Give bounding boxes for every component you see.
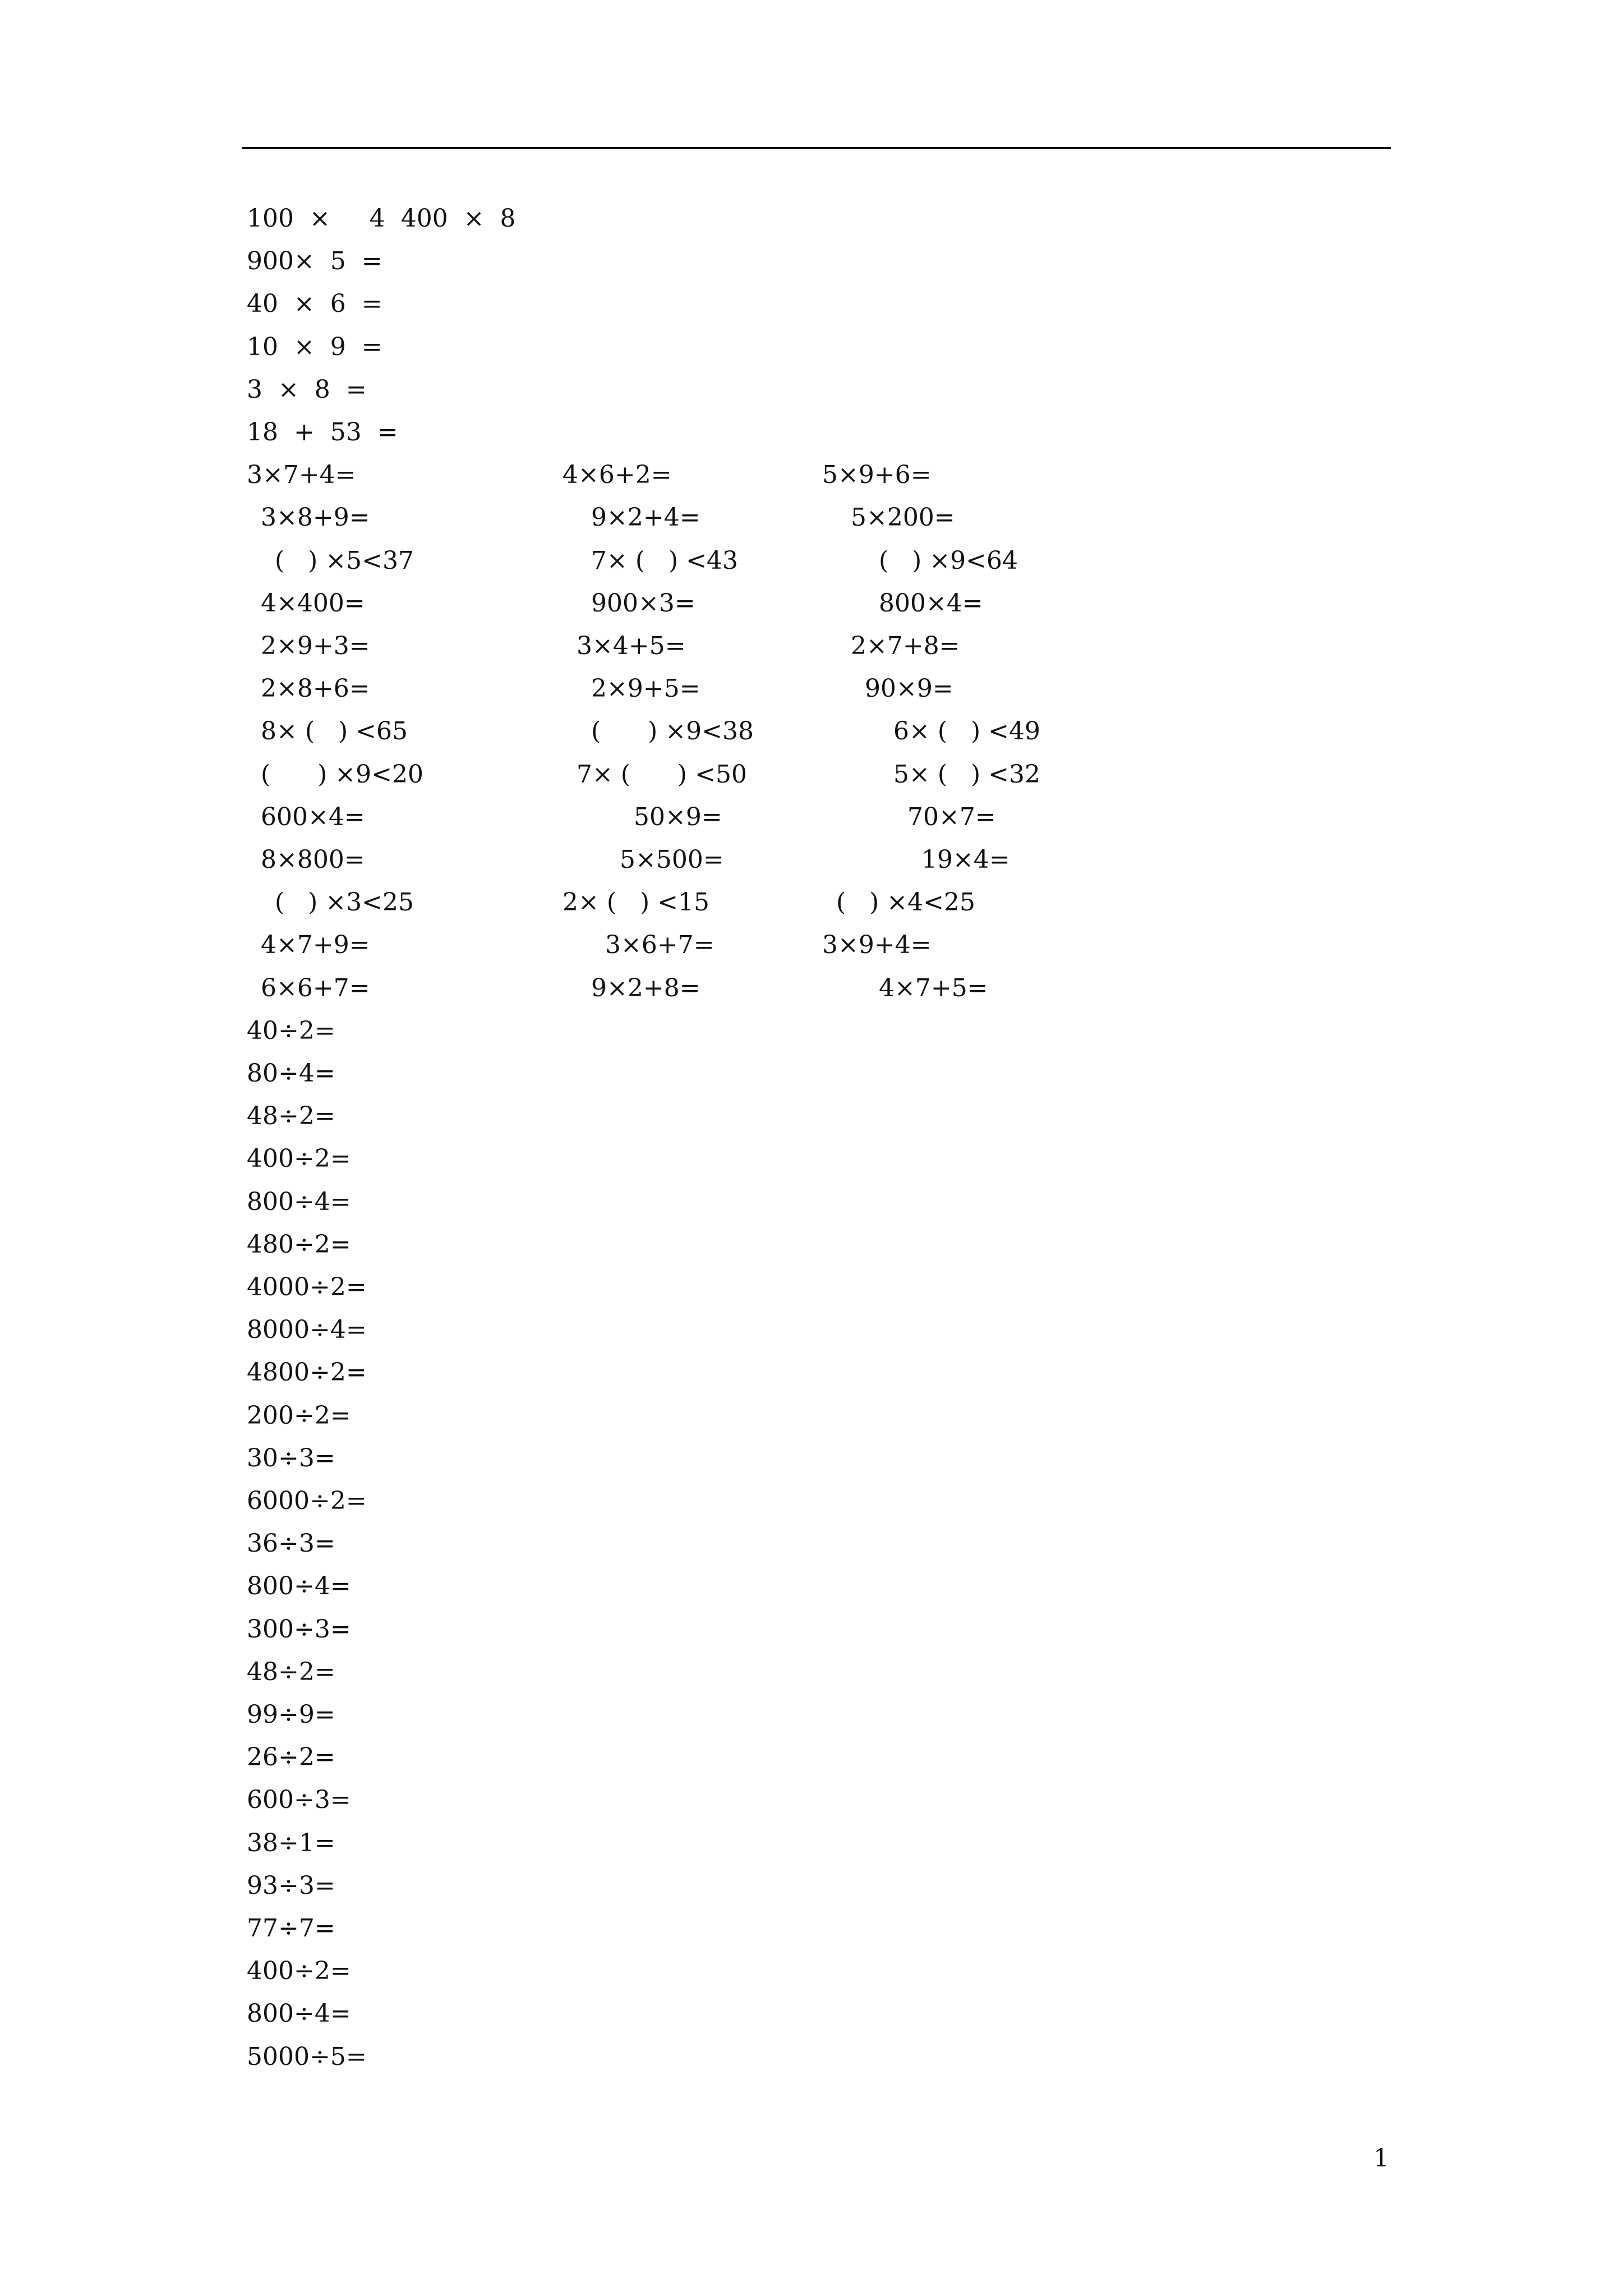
problem-cell: 50×9= [634,802,722,831]
division-problem: 800÷4= [247,1187,351,1216]
problem-cell: 9×2+8= [591,973,700,1002]
problem-cell: 6× ( ) <49 [893,717,1040,746]
problem-cell: 5×9+6= [822,461,932,490]
division-problem: 93÷3= [247,1871,335,1900]
division-problem: 36÷3= [247,1529,335,1558]
problem-cell: 4×7+9= [261,931,370,960]
problem-cell: 3×4+5= [577,632,686,660]
problem-cell: 4×6+2= [562,461,672,490]
problem-line: 18 + 53 = [247,418,398,447]
problem-cell: 5×500= [620,845,724,874]
problem-cell: ( ) ×9<64 [879,546,1018,575]
problem-cell: 800×4= [879,588,983,618]
division-problem: 4800÷2= [247,1358,367,1387]
division-problem: 480÷2= [247,1230,351,1259]
division-problem: 48÷2= [247,1102,335,1131]
division-problem: 800÷4= [247,1572,351,1601]
problem-cell: 7× ( ) <43 [591,546,738,575]
division-problem: 5000÷5= [247,2042,367,2071]
division-problem: 26÷2= [247,1743,335,1772]
division-problem: 300÷3= [247,1614,351,1644]
problem-cell: 4×7+5= [879,973,988,1002]
problem-cell: 7× ( ) <50 [577,760,747,789]
division-problem: 30÷3= [247,1443,335,1473]
page-number: 1 [1373,2144,1389,2173]
problem-cell: 2×9+5= [591,674,700,703]
problem-cell: 9×2+4= [591,503,700,532]
problem-line: 40 × 6 = [247,289,382,319]
problem-line: 10 × 9 = [247,332,382,361]
problem-line: 3 × 8 = [247,375,367,404]
division-problem: 40÷2= [247,1016,335,1045]
problem-cell: 600×4= [261,802,365,831]
problem-cell: ( ) ×5<37 [275,546,414,575]
division-problem: 400÷2= [247,1144,351,1174]
division-problem: 99÷9= [247,1700,335,1729]
problem-cell: 5× ( ) <32 [893,760,1040,789]
problem-cell: 3×7+4= [247,461,356,490]
problem-cell: 8×800= [261,845,365,874]
problem-cell: 6×6+7= [261,973,370,1002]
problem-cell: 3×9+4= [822,931,932,960]
problem-cell: 2×9+3= [261,632,370,660]
problem-cell: 4×400= [261,588,365,618]
problem-cell: ( ) ×9<38 [591,717,754,746]
division-problem: 400÷2= [247,1957,351,1986]
problem-line: 100 × 4 400 × 8 [247,204,516,233]
division-problem: 800÷4= [247,1999,351,2028]
problem-cell: 3×6+7= [605,931,714,960]
problem-cell: 3×8+9= [261,503,370,532]
division-problem: 600÷3= [247,1786,351,1815]
division-problem: 4000÷2= [247,1273,367,1301]
problem-cell: 70×7= [907,802,996,831]
problem-cell: 2×7+8= [851,632,960,660]
division-problem: 8000÷4= [247,1315,367,1345]
problem-cell: 2× ( ) <15 [562,888,709,917]
problem-line: 900× 5 = [247,247,382,276]
problem-cell: 19×4= [921,845,1010,874]
division-problem: 38÷1= [247,1828,335,1857]
problem-cell: ( ) ×9<20 [261,760,423,789]
division-problem: 77÷7= [247,1914,335,1943]
header-rule [242,147,1391,149]
problem-cell: 2×8+6= [261,674,370,703]
problem-cell: 8× ( ) <65 [261,717,408,746]
division-problem: 48÷2= [247,1657,335,1686]
problem-cell: ( ) ×3<25 [275,888,414,917]
division-problem: 80÷4= [247,1059,335,1088]
division-problem: 200÷2= [247,1401,351,1430]
problem-cell: 90×9= [865,674,953,703]
problem-cell: 5×200= [851,503,955,532]
division-problem: 6000÷2= [247,1487,367,1515]
problem-cell: ( ) ×4<25 [836,888,975,917]
problem-cell: 900×3= [591,588,695,618]
